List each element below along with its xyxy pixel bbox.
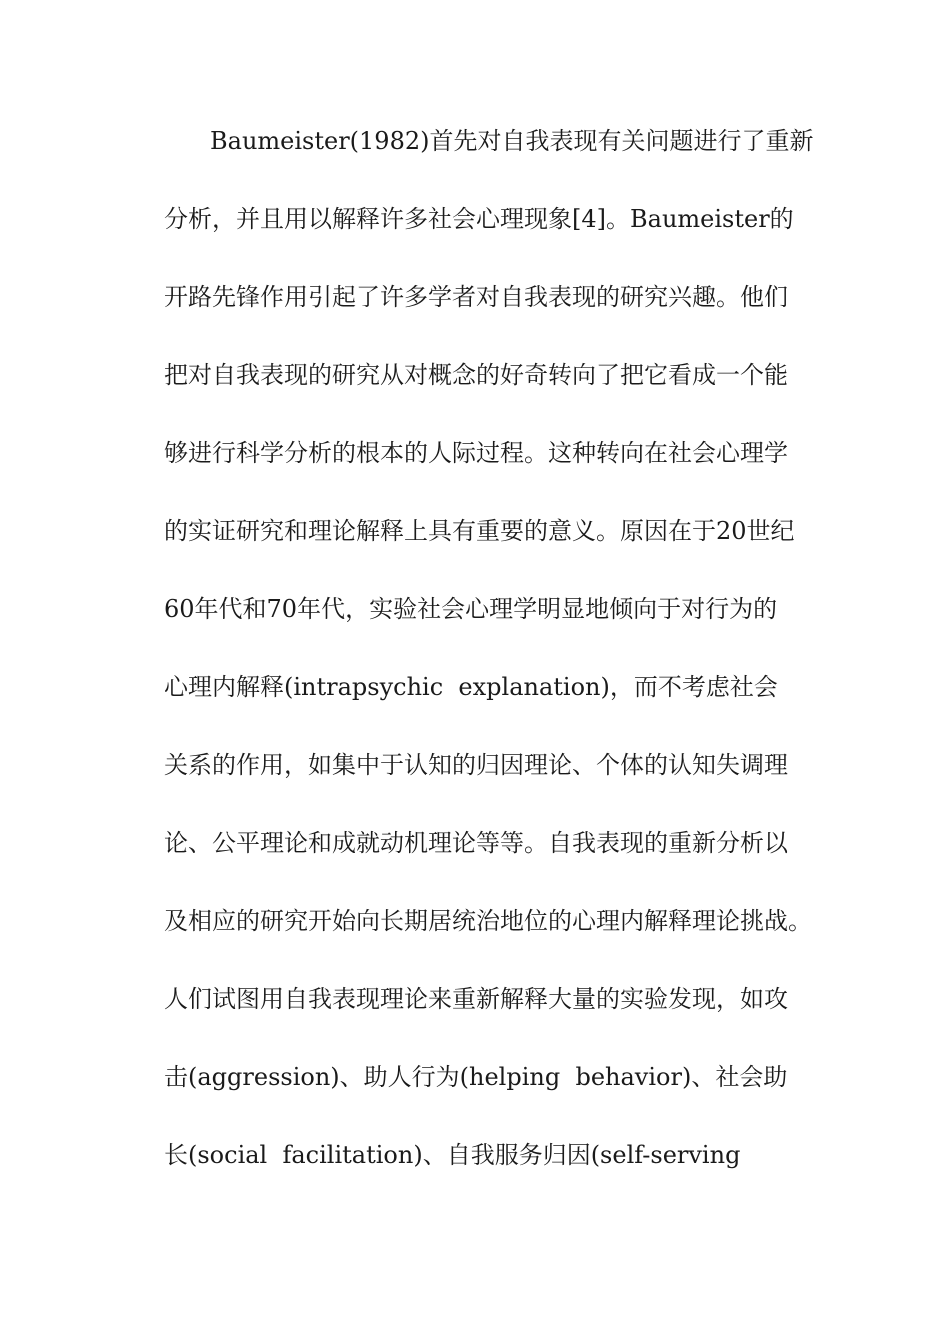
paragraph-line: 及相应的研究开始向长期居统治地位的心理内解释理论挑战。 [164, 907, 812, 935]
paragraph-line: 60年代和70年代，实验社会心理学明显地倾向于对行为的 [164, 595, 778, 623]
paragraph-line: 心理内解释(intrapsychic explanation)，而不考虑社会 [164, 673, 778, 701]
paragraph-line: Baumeister(1982)首先对自我表现有关问题进行了重新 [210, 127, 814, 155]
paragraph-line: 把对自我表现的研究从对概念的好奇转向了把它看成一个能 [164, 361, 788, 389]
paragraph-line: 关系的作用，如集中于认知的归因理论、个体的认知失调理 [164, 751, 788, 779]
paragraph-line: 够进行科学分析的根本的人际过程。这种转向在社会心理学 [164, 439, 788, 467]
paragraph-line: 击(aggression)、助人行为(helping behavior)、社会助 [164, 1063, 788, 1091]
paragraph-line: 长(social facilitation)、自我服务归因(self-serving [164, 1141, 741, 1169]
paragraph-line: 的实证研究和理论解释上具有重要的意义。原因在于20世纪 [164, 517, 795, 545]
paragraph-line: 人们试图用自我表现理论来重新解释大量的实验发现，如攻 [164, 985, 788, 1013]
paragraph-line: 分析，并且用以解释许多社会心理现象[4]。Baumeister的 [164, 205, 794, 233]
paragraph-line: 论、公平理论和成就动机理论等等。自我表现的重新分析以 [164, 829, 788, 857]
paragraph-line: 开路先锋作用引起了许多学者对自我表现的研究兴趣。他们 [164, 283, 788, 311]
